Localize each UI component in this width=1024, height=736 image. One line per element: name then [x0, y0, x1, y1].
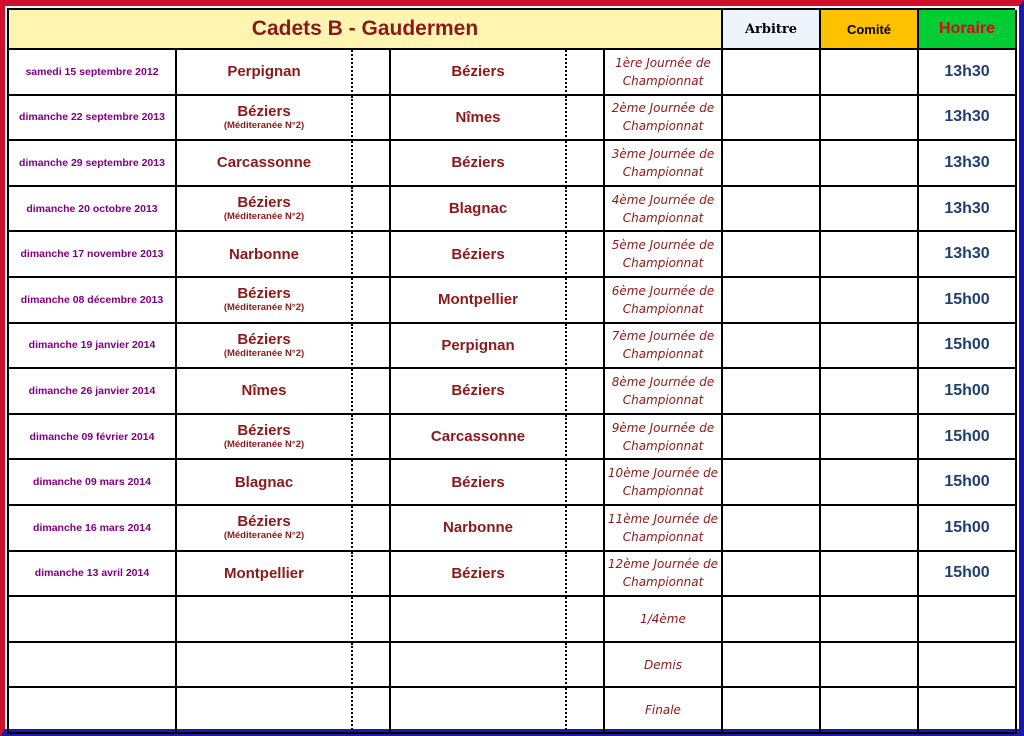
journee-label: 12ème Journée de Championnat: [607, 557, 719, 590]
match-date: dimanche 19 janvier 2014: [28, 339, 156, 352]
horaire-cell: [919, 415, 1017, 461]
away-score-cell: [567, 506, 605, 552]
comite-cell: [821, 552, 919, 598]
comite-cell: [821, 688, 919, 734]
journee-cell: [605, 141, 723, 187]
away-team-cell: [391, 369, 567, 415]
journee-cell: [605, 552, 723, 598]
home-score-cell: [353, 415, 391, 461]
home-team-cell: [177, 278, 353, 324]
journee-cell: [605, 460, 723, 506]
away-team-cell: [391, 460, 567, 506]
match-date: samedi 15 septembre 2012: [25, 65, 159, 78]
journee-label: 2ème Journée de Championnat: [611, 101, 715, 134]
horaire-cell: [919, 369, 1017, 415]
journee-cell: [605, 278, 723, 324]
home-score-cell: [353, 460, 391, 506]
match-time: 15h00: [944, 381, 990, 399]
date-cell: [9, 688, 177, 734]
date-cell: [9, 597, 177, 643]
comite-cell: [821, 141, 919, 187]
arbitre-cell: [723, 369, 821, 415]
home-team-cell: [177, 460, 353, 506]
comite-cell: [821, 643, 919, 689]
home-team-cell: [177, 597, 353, 643]
home-team-venue: (Méditeranée N°2): [223, 211, 305, 223]
home-score-cell: [353, 96, 391, 142]
comite-cell: [821, 324, 919, 370]
horaire-cell: [919, 278, 1017, 324]
home-team: Béziers: [237, 330, 291, 348]
horaire-cell: [919, 460, 1017, 506]
arbitre-cell: [723, 643, 821, 689]
journee-label: 5ème Journée de Championnat: [611, 238, 715, 271]
home-team-cell: [177, 369, 353, 415]
horaire-cell: [919, 324, 1017, 370]
home-score-cell: [353, 552, 391, 598]
journee-cell: [605, 369, 723, 415]
match-date: dimanche 09 mars 2014: [33, 476, 151, 489]
journee-label: 6ème Journée de Championnat: [611, 283, 715, 316]
match-time: 15h00: [944, 336, 990, 354]
home-team: Montpellier: [223, 564, 304, 582]
match-date: dimanche 17 novembre 2013: [20, 248, 164, 261]
home-team-venue: (Méditeranée N°2): [223, 439, 305, 451]
match-time: 15h00: [944, 290, 990, 308]
away-score-cell: [567, 278, 605, 324]
date-cell: [9, 552, 177, 598]
match-time: 15h00: [944, 518, 990, 536]
match-date: dimanche 08 décembre 2013: [20, 293, 164, 306]
journee-label: 4ème Journée de Championnat: [611, 192, 715, 225]
horaire-cell: [919, 187, 1017, 233]
home-team: Perpignan: [227, 63, 301, 81]
away-score-cell: [567, 688, 605, 734]
away-score-cell: [567, 460, 605, 506]
journee-label: 3ème Journée de Championnat: [611, 146, 715, 179]
home-team: Béziers: [237, 422, 291, 440]
date-cell: [9, 460, 177, 506]
match-date: dimanche 29 septembre 2013: [19, 156, 165, 169]
journee-label: 11ème Journée de Championnat: [607, 511, 719, 544]
home-team-cell: [177, 688, 353, 734]
away-team-cell: [391, 50, 567, 96]
away-team-cell: [391, 506, 567, 552]
home-score-cell: [353, 597, 391, 643]
comite-cell: [821, 506, 919, 552]
away-score-cell: [567, 187, 605, 233]
home-score-cell: [353, 278, 391, 324]
away-score-cell: [567, 415, 605, 461]
schedule-table: [7, 8, 1015, 734]
away-team-cell: [391, 688, 567, 734]
journee-label: 9ème Journée de Championnat: [611, 420, 715, 453]
home-team: Béziers: [237, 285, 291, 303]
away-score-cell: [567, 232, 605, 278]
home-team-cell: [177, 415, 353, 461]
home-team: Carcassonne: [216, 154, 312, 172]
away-team-cell: [391, 415, 567, 461]
journee-cell: [605, 96, 723, 142]
comite-cell: [821, 232, 919, 278]
away-team-cell: [391, 96, 567, 142]
arbitre-cell: [723, 324, 821, 370]
home-team-cell: [177, 50, 353, 96]
journee-label: 8ème Journée de Championnat: [611, 374, 715, 407]
horaire-cell: [919, 552, 1017, 598]
match-date: dimanche 22 septembre 2013: [19, 111, 165, 124]
home-team: Narbonne: [228, 245, 299, 263]
arbitre-cell: [723, 232, 821, 278]
home-score-cell: [353, 369, 391, 415]
date-cell: [9, 187, 177, 233]
away-team: Perpignan: [441, 336, 515, 354]
journee-cell: [605, 643, 723, 689]
match-date: dimanche 09 février 2014: [29, 430, 155, 443]
away-team-cell: [391, 187, 567, 233]
home-team-cell: [177, 506, 353, 552]
horaire-cell: [919, 232, 1017, 278]
home-team-cell: [177, 96, 353, 142]
page-title: Cadets B - Gaudermen: [9, 10, 723, 50]
away-team-cell: [391, 324, 567, 370]
away-team-cell: [391, 278, 567, 324]
home-score-cell: [353, 141, 391, 187]
journee-cell: [605, 415, 723, 461]
match-date: dimanche 26 janvier 2014: [28, 384, 156, 397]
home-score-cell: [353, 688, 391, 734]
arbitre-cell: [723, 506, 821, 552]
away-team: Narbonne: [442, 519, 513, 537]
horaire-cell: [919, 506, 1017, 552]
match-time: 13h30: [944, 245, 990, 263]
horaire-header: Horaire: [919, 10, 1017, 50]
horaire-cell: [919, 141, 1017, 187]
journee-label: 1/4ème: [640, 611, 686, 626]
away-team-cell: [391, 232, 567, 278]
journee-cell: [605, 597, 723, 643]
match-time: 13h30: [944, 62, 990, 80]
comite-header: Comité: [821, 10, 919, 50]
away-team: Carcassonne: [430, 428, 526, 446]
date-cell: [9, 96, 177, 142]
date-cell: [9, 369, 177, 415]
date-cell: [9, 232, 177, 278]
arbitre-cell: [723, 460, 821, 506]
comite-cell: [821, 278, 919, 324]
comite-cell: [821, 369, 919, 415]
match-date: dimanche 13 avril 2014: [34, 567, 150, 580]
match-time: 13h30: [944, 153, 990, 171]
away-team: Béziers: [451, 382, 505, 400]
home-team: Béziers: [237, 513, 291, 531]
arbitre-cell: [723, 96, 821, 142]
comite-cell: [821, 460, 919, 506]
home-team-cell: [177, 187, 353, 233]
away-score-cell: [567, 96, 605, 142]
horaire-cell: [919, 50, 1017, 96]
home-team: Béziers: [237, 102, 291, 120]
match-date: dimanche 16 mars 2014: [33, 521, 151, 534]
horaire-cell: [919, 96, 1017, 142]
away-score-cell: [567, 50, 605, 96]
match-time: 13h30: [944, 199, 990, 217]
journee-label: 7ème Journée de Championnat: [611, 329, 715, 362]
home-team-cell: [177, 232, 353, 278]
comite-cell: [821, 415, 919, 461]
away-team: Béziers: [451, 154, 505, 172]
arbitre-cell: [723, 597, 821, 643]
away-score-cell: [567, 552, 605, 598]
home-team-cell: [177, 552, 353, 598]
journee-cell: [605, 688, 723, 734]
journee-label: 10ème Journée de Championnat: [607, 466, 719, 499]
home-score-cell: [353, 187, 391, 233]
date-cell: [9, 141, 177, 187]
date-cell: [9, 415, 177, 461]
away-score-cell: [567, 597, 605, 643]
arbitre-cell: [723, 141, 821, 187]
away-team: Béziers: [451, 245, 505, 263]
journee-cell: [605, 187, 723, 233]
horaire-cell: [919, 597, 1017, 643]
horaire-cell: [919, 688, 1017, 734]
date-cell: [9, 324, 177, 370]
away-score-cell: [567, 369, 605, 415]
journee-label: Demis: [644, 657, 682, 672]
home-team-cell: [177, 643, 353, 689]
home-score-cell: [353, 643, 391, 689]
arbitre-header: Arbitre: [723, 10, 821, 50]
match-time: 15h00: [944, 473, 990, 491]
journee-cell: [605, 324, 723, 370]
match-time: 15h00: [944, 427, 990, 445]
home-team-venue: (Méditeranée N°2): [223, 302, 305, 314]
journee-cell: [605, 506, 723, 552]
arbitre-cell: [723, 552, 821, 598]
home-team-cell: [177, 141, 353, 187]
horaire-cell: [919, 643, 1017, 689]
home-team: Blagnac: [234, 473, 294, 491]
away-team-cell: [391, 597, 567, 643]
away-score-cell: [567, 141, 605, 187]
arbitre-cell: [723, 415, 821, 461]
date-cell: [9, 506, 177, 552]
date-cell: [9, 278, 177, 324]
home-score-cell: [353, 232, 391, 278]
home-score-cell: [353, 324, 391, 370]
arbitre-cell: [723, 50, 821, 96]
date-cell: [9, 50, 177, 96]
away-team-cell: [391, 643, 567, 689]
away-score-cell: [567, 324, 605, 370]
home-team: Béziers: [237, 194, 291, 212]
away-team: Montpellier: [437, 291, 518, 309]
home-team-venue: (Méditeranée N°2): [223, 119, 305, 131]
comite-cell: [821, 96, 919, 142]
match-time: 15h00: [944, 564, 990, 582]
comite-cell: [821, 187, 919, 233]
journee-cell: [605, 50, 723, 96]
journee-label: Finale: [645, 703, 681, 718]
away-team: Béziers: [451, 63, 505, 81]
home-team-venue: (Méditeranée N°2): [223, 530, 305, 542]
arbitre-cell: [723, 688, 821, 734]
journee-cell: [605, 232, 723, 278]
home-score-cell: [353, 50, 391, 96]
home-score-cell: [353, 506, 391, 552]
away-team: Béziers: [451, 564, 505, 582]
away-team-cell: [391, 552, 567, 598]
away-score-cell: [567, 643, 605, 689]
home-team: Nîmes: [241, 382, 287, 400]
comite-cell: [821, 50, 919, 96]
away-team: Nîmes: [455, 108, 501, 126]
comite-cell: [821, 597, 919, 643]
home-team-venue: (Méditeranée N°2): [223, 347, 305, 359]
match-date: dimanche 20 octobre 2013: [26, 202, 158, 215]
home-team-cell: [177, 324, 353, 370]
away-team: Blagnac: [448, 200, 508, 218]
arbitre-cell: [723, 278, 821, 324]
journee-label: 1ère Journée de Championnat: [615, 55, 711, 88]
arbitre-cell: [723, 187, 821, 233]
date-cell: [9, 643, 177, 689]
away-team-cell: [391, 141, 567, 187]
away-team: Béziers: [451, 473, 505, 491]
match-time: 13h30: [944, 108, 990, 126]
